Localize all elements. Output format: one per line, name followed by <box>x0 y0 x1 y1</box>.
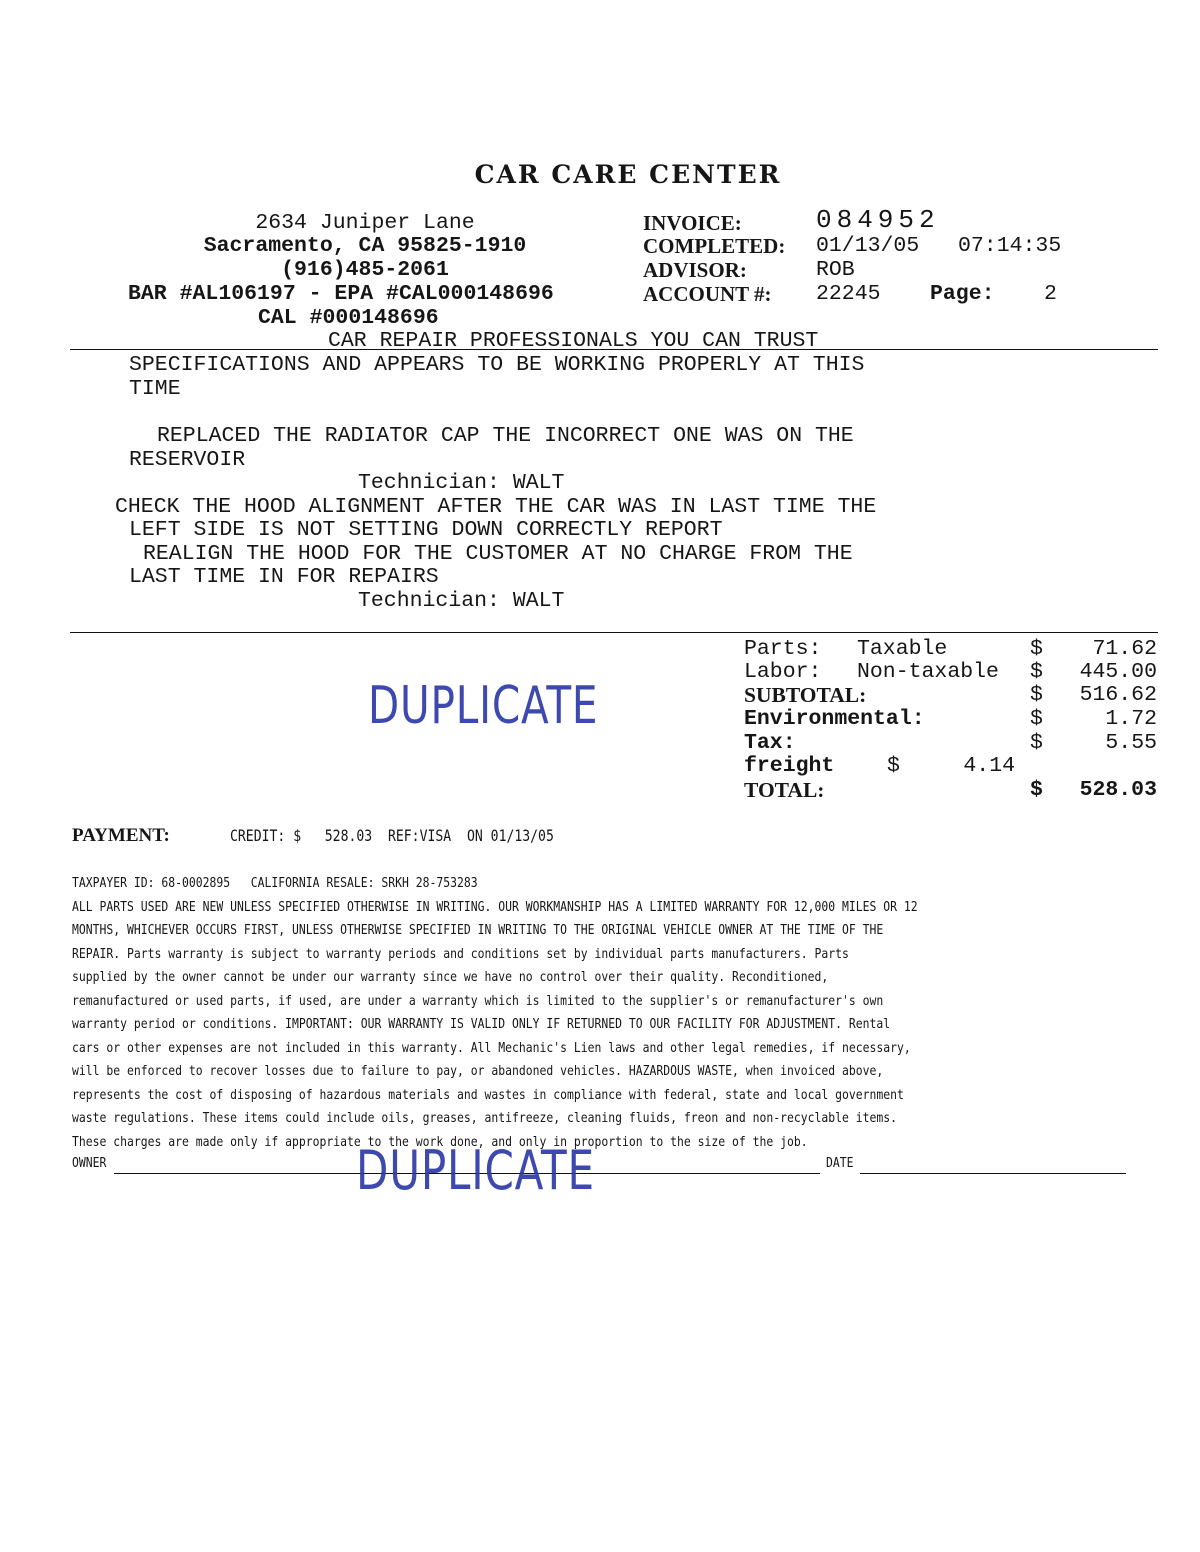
environmental-currency: $ <box>1030 707 1043 731</box>
labor-type: Non-taxable <box>857 660 999 684</box>
parts-type: Taxable <box>857 637 948 661</box>
environmental-amount: 1.72 <box>1105 707 1157 731</box>
environmental-label: Environmental: <box>744 707 925 731</box>
labor-currency: $ <box>1030 660 1043 684</box>
work-divider <box>70 632 1158 633</box>
legal-line: will be enforced to recover losses due to failure to pay, or abandoned vehicles. HAZARDOUS WASTE, when invoiced above, <box>72 1063 884 1079</box>
subtotal-currency: $ <box>1030 683 1043 707</box>
subtotal-label: SUBTOTAL: <box>744 683 867 707</box>
payment-detail: CREDIT: $ 528.03 REF:VISA ON 01/13/05 <box>230 826 554 845</box>
work-line: TIME <box>129 377 181 401</box>
legal-line: remanufactured or used parts, if used, are under a warranty which is limited to the supplier's or remanufacturer's own <box>72 993 884 1009</box>
cal-number: CAL #000148696 <box>258 306 439 330</box>
labor-label: Labor: <box>744 660 822 684</box>
work-line: REPLACED THE RADIATOR CAP THE INCORRECT ONE WAS ON THE <box>157 424 854 448</box>
address-line2: Sacramento, CA 95825-1910 <box>203 234 527 258</box>
work-line: SPECIFICATIONS AND APPEARS TO BE WORKING PROPERLY AT THIS <box>129 353 865 377</box>
invoice-label: INVOICE: <box>643 211 742 235</box>
phone-number: (916)485-2061 <box>281 258 449 282</box>
taxpayer-info: TAXPAYER ID: 68-0002895 CALIFORNIA RESALE: SRKH 28-753283 <box>72 875 478 891</box>
legal-line: ALL PARTS USED ARE NEW UNLESS SPECIFIED OTHERWISE IN WRITING. OUR WORKMANSHIP HAS A LIMITED WARRANTY FOR 12,000 MILES OR 12 <box>72 899 918 915</box>
work-line: CHECK THE HOOD ALIGNMENT AFTER THE CAR WAS IN LAST TIME THE <box>115 495 877 519</box>
technician-line: Technician: WALT <box>358 471 565 495</box>
parts-label: Parts: <box>744 637 822 661</box>
completed-time: 07:14:35 <box>958 234 1062 258</box>
account-number: 22245 <box>816 282 881 306</box>
account-label: ACCOUNT #: <box>643 282 772 306</box>
tagline: CAR REPAIR PROFESSIONALS YOU CAN TRUST <box>328 329 819 353</box>
date-label: DATE <box>826 1155 854 1171</box>
completed-date: 01/13/05 <box>816 234 920 258</box>
subtotal-amount: 516.62 <box>1079 683 1157 707</box>
technician-line: Technician: WALT <box>358 589 565 613</box>
legal-line: cars or other expenses are not included in this warranty. All Mechanic's Lien laws and other legal remedies, if necessary, <box>72 1040 911 1056</box>
address-line1: 2634 Juniper Lane <box>255 211 475 235</box>
freight-label: freight <box>744 754 835 778</box>
duplicate-stamp: DUPLICATE <box>356 1139 595 1202</box>
legal-line: supplied by the owner cannot be under our warranty since we have no control over their quality. Reconditioned, <box>72 969 829 985</box>
parts-amount: 71.62 <box>1092 637 1157 661</box>
work-line: LAST TIME IN FOR REPAIRS <box>129 565 439 589</box>
payment-label: PAYMENT: <box>72 825 170 846</box>
bar-epa-numbers: BAR #AL106197 - EPA #CAL000148696 <box>128 282 554 306</box>
tax-currency: $ <box>1030 731 1043 755</box>
labor-amount: 445.00 <box>1079 660 1157 684</box>
legal-line: represents the cost of disposing of hazardous materials and wastes in compliance with federal, state and local government <box>72 1087 904 1103</box>
page-number: 2 <box>1044 282 1057 306</box>
work-line: RESERVOIR <box>129 448 246 472</box>
legal-line: MONTHS, WHICHEVER OCCURS FIRST, UNLESS OTHERWISE SPECIFIED IN WRITING TO THE ORIGINAL VEHICLE OWNER AT THE TIME OF THE <box>72 922 884 938</box>
header-divider <box>70 349 1158 350</box>
freight-amount: 4.14 <box>963 754 1015 778</box>
advisor-label: ADVISOR: <box>643 258 747 282</box>
legal-line: warranty period or conditions. IMPORTANT: OUR WARRANTY IS VALID ONLY IF RETURNED TO OUR FACILITY FOR ADJUSTMENT. Rental <box>72 1016 891 1032</box>
advisor-name: ROB <box>816 258 855 282</box>
parts-currency: $ <box>1030 637 1043 661</box>
owner-label: OWNER <box>72 1155 107 1171</box>
legal-line: These charges are made only if appropriate to the work done, and only in proportion to the size of the job. <box>72 1134 808 1150</box>
legal-line: waste regulations. These items could include oils, greases, antifreeze, cleaning fluids, freon and non-recyclable items. <box>72 1110 897 1126</box>
work-line: LEFT SIDE IS NOT SETTING DOWN CORRECTLY REPORT <box>129 518 723 542</box>
legal-line: REPAIR. Parts warranty is subject to warranty periods and conditions set by individual parts manufacturers. Parts <box>72 946 849 962</box>
work-line: REALIGN THE HOOD FOR THE CUSTOMER AT NO CHARGE FROM THE <box>143 542 853 566</box>
total-amount: 528.03 <box>1079 778 1157 802</box>
invoice-number: 084952 <box>816 205 940 235</box>
total-currency: $ <box>1030 778 1043 802</box>
tax-label: Tax: <box>744 731 796 755</box>
page-label: Page: <box>930 282 995 306</box>
duplicate-stamp: DUPLICATE <box>368 676 599 736</box>
shop-name: CAR CARE CENTER <box>474 160 782 189</box>
tax-amount: 5.55 <box>1105 731 1157 755</box>
freight-currency: $ <box>887 754 900 778</box>
completed-label: COMPLETED: <box>643 234 786 258</box>
date-line <box>860 1173 1126 1174</box>
total-label: TOTAL: <box>744 778 825 802</box>
